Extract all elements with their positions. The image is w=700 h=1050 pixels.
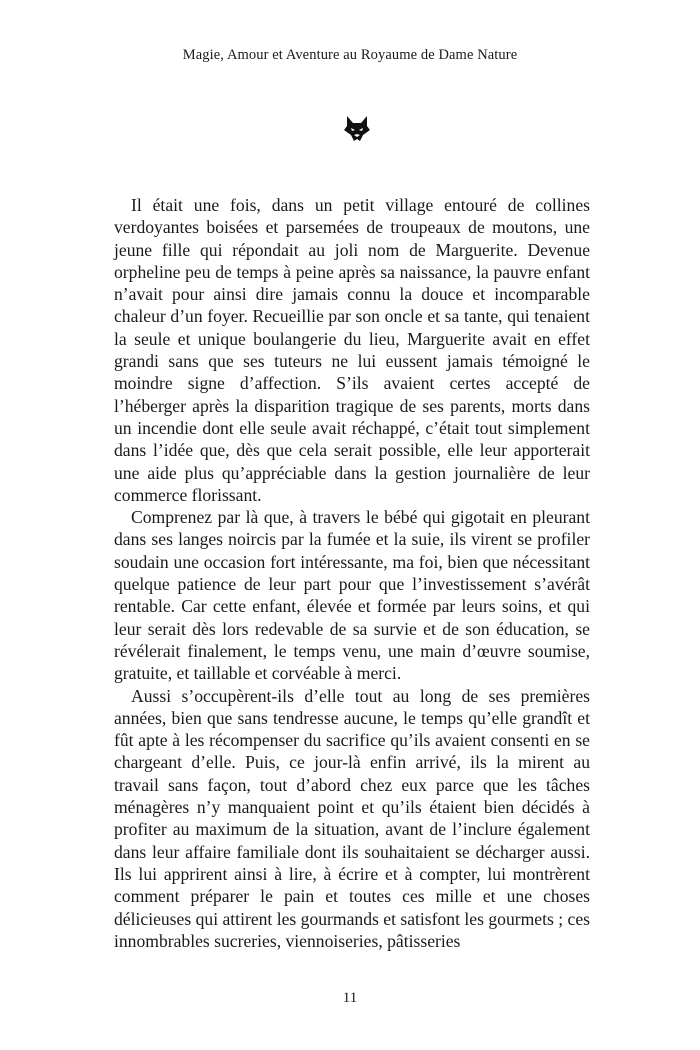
running-head: Magie, Amour et Aventure au Royaume de Dame Nature <box>182 47 518 63</box>
paragraph: Comprenez par là que, à travers le bébé qui gigotait en pleurant dans ses langes noircis par la fumée et la suie, ils virent se profiler soudain une occasion fort intéressante, ma foi, bien que nécessitant quelque patience de leur part pour que l’investissement s’avérât rentable. Car cette enfant, élevée et formée par leurs soins, et qui leur serait dès lors redevable de sa survie et de son éducation, se révélerait finalement, le temps venu, une main d’œuvre soumise, gratuite, et taillable et corvéable à merci. <box>114 507 590 684</box>
paragraph: Il était une fois, dans un petit village entouré de collines verdoyantes boisées et parsemées de troupeaux de moutons, une jeune fille qui répondait au joli nom de Marguerite. Devenue orpheline peu de temps à peine après sa naissance, la pauvre enfant n’avait pour ainsi dire jamais connu la douce et incomparable chaleur d’un foyer. Recueillie par son oncle et sa tante, qui tenaient la seule et unique boulangerie du lieu, Marguerite avait en effet grandi sans que ses tuteurs ne lui eussent jamais témoigné le moindre signe d’affection. S’ils avaient certes accepté de l’héberger après la disparition tragique de ses parents, morts dans un incendie dont elle seule avait réchappé, c’était tout simplement dans l’idée que, dès que cela serait possible, elle leur apporterait une aide plus qu’appréciable dans la gestion journalière de leur commerce florissant. <box>114 195 590 505</box>
wolf-head-icon <box>342 114 372 144</box>
body-text <box>114 194 590 952</box>
paragraph: Aussi s’occupèrent-ils d’elle tout au long de ses premières années, bien que sans tendresse aucune, le temps qu’elle grandît et fût apte à les récompenser du sacrifice qu’ils avaient consenti en se chargeant d’elle. Puis, ce jour-là enfin arrivé, ils la mirent au travail sans façon, tout d’abord chez eux parce que les tâches ménagères n’y manquaient point et qu’ils étaient bien décidés à profiter au maximum de la situation, avant de l’inclure également dans leur affaire familiale dont ils souhaitaient se décharger aussi. Ils lui apprirent ainsi à lire, à écrire et à compter, lui montrèrent comment préparer le pain et toutes ces mille et une choses délicieuses qui attirent les gourmands et satisfont les gourmets ; ces innombrables sucreries, viennoiseries, pâtisseries <box>114 685 590 951</box>
page-number: 11 <box>342 990 358 1006</box>
